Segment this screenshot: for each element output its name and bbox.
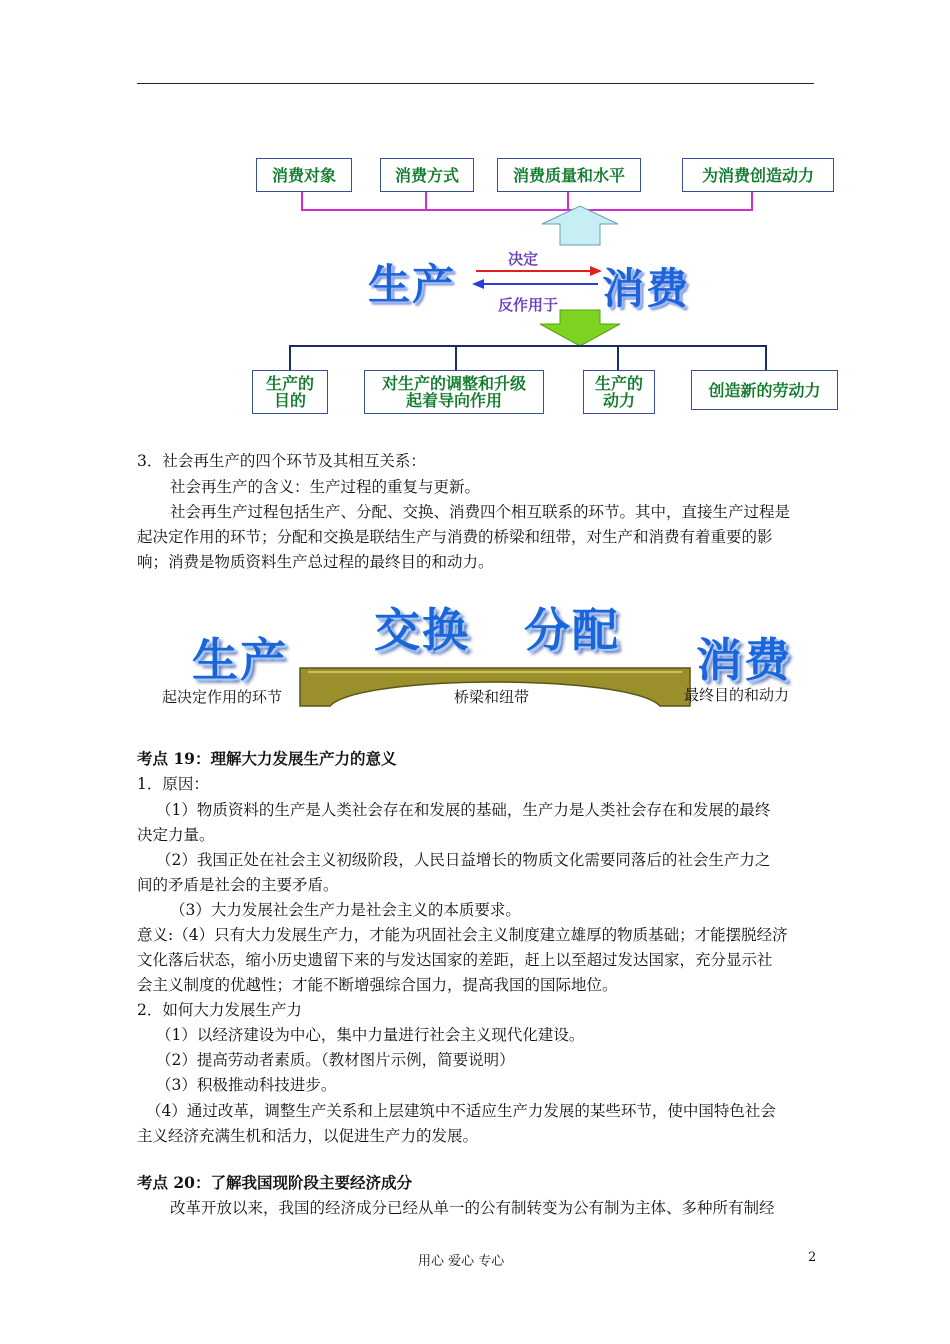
paragraph-line: 起决定作用的环节；分配和交换是联结生产与消费的桥梁和纽带，对生产和消费有着重要的影 <box>137 528 773 546</box>
right-arrow-icon <box>590 266 602 276</box>
section-19-line: 主义经济充满生机和活力，以促进生产力的发展。 <box>137 1127 479 1145</box>
consumption-word: 消费 <box>602 264 691 313</box>
section-20-line: 改革开放以来，我国的经济成分已经从单一的公有制转变为公有制为主体、多种所有制经 <box>170 1199 775 1217</box>
section-19-line: （3）大力发展社会生产力是社会主义的本质要求。 <box>170 901 521 919</box>
production-word: 生产 <box>192 633 288 687</box>
section-19-line: （4）通过改革，调整生产关系和上层建筑中不适应生产力发展的某些环节，使中国特色社会 <box>146 1102 776 1120</box>
section-19-line: （1）以经济建设为中心，集中力量进行社会主义现代化建设。 <box>156 1026 585 1044</box>
top-box-consumption-quality: 消费质量和水平 <box>497 158 641 192</box>
top-box-consumption-method: 消费方式 <box>380 158 474 192</box>
heading-social-reproduction: 3．社会再生产的四个环节及其相互关系： <box>137 452 426 470</box>
section-19-line: （3）积极推动科技进步。 <box>156 1076 337 1094</box>
bottom-box-labor-force: 创造新的劳动力 <box>691 370 838 410</box>
section-19-line: （2）我国正处在社会主义初级阶段，人民日益增长的物质文化需要同落后的社会生产力之 <box>156 851 771 869</box>
production-consumption-diagram <box>240 150 860 430</box>
exchange-word: 交换 <box>374 603 470 657</box>
top-box-consumption-motivation: 为消费创造动力 <box>682 158 834 192</box>
left-arrow-icon <box>472 279 484 289</box>
section-19-line: 意义:（4）只有大力发展生产力，才能为巩固社会主义制度建立雄厚的物质基础；才能摆脱经济 <box>137 926 788 944</box>
consumption-word: 消费 <box>696 633 792 687</box>
section-19-line: （1）物质资料的生产是人类社会存在和发展的基础，生产力是人类社会存在和发展的最终 <box>156 801 771 819</box>
production-word: 生产 <box>368 260 457 309</box>
section-20-title: 考点 20：了解我国现阶段主要经济成分 <box>137 1173 412 1192</box>
reacts-on-label: 反作用于 <box>498 296 559 314</box>
section-19-title: 考点 19：理解大力发展生产力的意义 <box>137 749 397 768</box>
determines-label: 决定 <box>508 250 539 268</box>
section-19-line: 会主义制度的优越性；才能不断增强综合国力，提高我国的国际地位。 <box>137 976 618 994</box>
header-rule <box>137 83 814 84</box>
final-purpose-caption: 最终目的和动力 <box>684 686 790 704</box>
section-19-line: 间的矛盾是社会的主要矛盾。 <box>137 876 339 894</box>
section-19-line: （2）提高劳动者素质。（教材图片示例，简要说明） <box>156 1051 515 1069</box>
page-number: 2 <box>808 1250 817 1265</box>
distribution-word: 分配 <box>524 603 620 657</box>
section-19-line: 1．原因： <box>137 775 209 793</box>
section-19-line: 决定力量。 <box>137 826 215 844</box>
top-box-consumption-object: 消费对象 <box>256 158 352 192</box>
up-arrow-icon <box>542 206 618 245</box>
section-19-line: 2．如何大力发展生产力 <box>137 1001 302 1019</box>
paragraph-line: 社会再生产过程包括生产、分配、交换、消费四个相互联系的环节。其中，直接生产过程是 <box>170 503 791 521</box>
bottom-box-guidance: 对生产的调整和升级 起着导向作用 <box>364 370 544 414</box>
decisive-link-caption: 起决定作用的环节 <box>162 688 283 706</box>
bridge-diagram <box>160 590 820 720</box>
footer-motto: 用心 爱心 专心 <box>418 1254 505 1269</box>
section-19-line: 文化落后状态，缩小历史遗留下来的与发达国家的差距，赶上以至超过发达国家，充分显示社 <box>137 951 773 969</box>
bottom-box-motivation: 生产的 动力 <box>583 370 655 414</box>
bottom-box-purpose: 生产的 目的 <box>252 370 328 414</box>
paragraph-line: 社会再生产的含义：生产过程的重复与更新。 <box>170 478 481 496</box>
bridge-caption: 桥梁和纽带 <box>454 688 530 706</box>
paragraph-line: 响；消费是物质资料生产总过程的最终目的和动力。 <box>137 553 494 571</box>
